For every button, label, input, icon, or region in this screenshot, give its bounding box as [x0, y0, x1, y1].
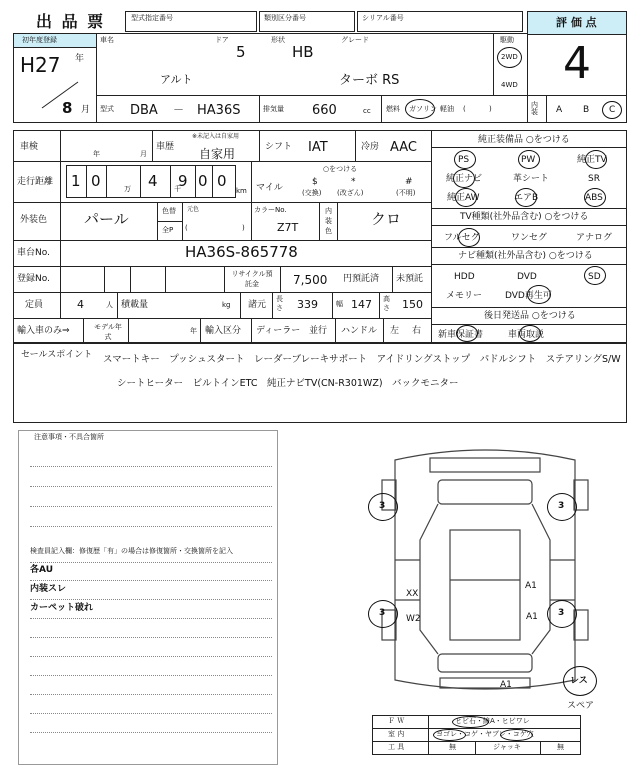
navi-memory: メモリー	[446, 291, 483, 301]
equip-leather: 革シート	[513, 174, 550, 184]
equipment-title: 純正装備品 ○をつける	[478, 135, 570, 145]
width: 147	[351, 298, 372, 311]
mileage-digit-2: 0	[91, 172, 101, 190]
note-line-1: 各AU	[30, 565, 53, 575]
equip-pw: PW	[521, 155, 536, 165]
chassis-number: HA36S-865778	[185, 243, 298, 261]
mileage-digit-5: 0	[198, 172, 208, 190]
mark-a1-right: A1	[525, 581, 537, 591]
later-warranty: 新車保証書	[438, 330, 484, 340]
sales-line-1: スマートキー プッシュスタート レーダーブレーキサポート アイドリングストップ パドルシフト ステアリングS/W	[103, 354, 621, 365]
serial-box	[357, 11, 523, 32]
equip-aw: 純正AW	[447, 193, 480, 203]
navi-dvd-play: DVD再生可	[505, 291, 552, 301]
interior-value: ヨゴレ・コゲ・ヤブレ・コゲ穴	[436, 730, 534, 738]
navi-title: ナビ種類(社外品含む) ○をつける	[458, 251, 593, 261]
mileage-digit-4: 9	[178, 172, 188, 190]
capacity: 4	[77, 298, 84, 311]
caution-label: 注意事項・不具合箇所	[34, 433, 104, 441]
navi-hdd: HDD	[454, 272, 475, 282]
mileage-digit-6: 0	[217, 172, 227, 190]
interior-color: クロ	[371, 210, 402, 228]
inspector-label: 検査員記入欄：修復歴「有」の場合は修復箇所・交換箇所を記入	[30, 547, 233, 555]
score-label: 評 価 点	[556, 16, 597, 29]
equip-airbag: エアB	[514, 193, 539, 203]
type-designation-box	[125, 11, 257, 32]
equip-navi: 純正ナビ	[446, 174, 483, 184]
shape: HB	[292, 43, 314, 61]
diagonal-line	[40, 80, 80, 110]
color-no: Z7T	[277, 221, 299, 234]
spare-label: スペア	[567, 701, 595, 711]
model: HA36S	[197, 103, 241, 118]
equip-ps: PS	[458, 155, 470, 165]
score-value: 4	[563, 38, 591, 89]
serial-label: シリアル番号	[362, 14, 404, 22]
tv-analog: アナログ	[576, 233, 613, 243]
interior-grade-b: B	[583, 105, 590, 115]
tv-title: TV種類(社外品含む) ○をつける	[460, 212, 589, 222]
shift: IAT	[308, 140, 328, 155]
mileage-digit-1: 1	[71, 172, 81, 190]
equip-abs: ABS	[585, 193, 603, 203]
sales-line-2: シートヒーター ビルトインETC 純正ナビTV(CN-R301WZ) バックモニター	[117, 378, 459, 389]
fw-value: ヒビ石・線A・ヒビワレ	[455, 717, 530, 725]
ac: AAC	[390, 140, 417, 155]
sales-label: セールスポイント	[21, 350, 93, 360]
page-title: 出 品 票	[36, 12, 106, 31]
interior-grade-c: C	[609, 105, 616, 115]
mark-a1-rear: A1	[526, 612, 538, 622]
tv-oneseg: ワンセグ	[511, 233, 548, 243]
exterior-color: パール	[84, 210, 129, 228]
length: 339	[297, 298, 318, 311]
note-line-3: カーペット破れ	[30, 603, 94, 613]
reg-year: H27	[20, 53, 61, 77]
tv-fullseg: フルセグ	[444, 233, 480, 243]
category-label: 類別区分番号	[264, 14, 306, 22]
later-manual: 車両取説	[508, 330, 545, 340]
car-diagram	[360, 440, 610, 700]
notes-box	[18, 430, 278, 765]
grade: ターボ RS	[339, 73, 400, 88]
car-name: アルト	[160, 73, 193, 86]
category-box	[259, 11, 355, 32]
doors: 5	[236, 43, 246, 61]
spare-mark: レス	[570, 676, 588, 686]
height: 150	[402, 298, 423, 311]
note-line-2: 内装スレ	[30, 584, 67, 594]
navi-dvd: DVD	[517, 272, 537, 282]
first-reg-label: 初年度登録	[22, 36, 57, 44]
mark-w2: W2	[406, 614, 421, 624]
type-designation-label: 型式指定番号	[131, 14, 173, 22]
navi-sd: SD	[588, 272, 601, 282]
equip-sr: SR	[588, 174, 600, 184]
recycle-amount: 7,500	[293, 273, 328, 287]
equip-tv: 純正TV	[577, 155, 607, 165]
reg-month: 8	[62, 99, 73, 117]
history: 自家用	[199, 147, 236, 161]
displacement: 660	[312, 103, 337, 118]
mark-xx: XX	[406, 589, 419, 599]
mileage-digit-3: 4	[148, 172, 158, 190]
interior-grade-a: A	[556, 105, 563, 115]
mark-a1-bottom: A1	[500, 680, 512, 690]
later-title: 後日発送品 ○をつける	[484, 311, 576, 321]
